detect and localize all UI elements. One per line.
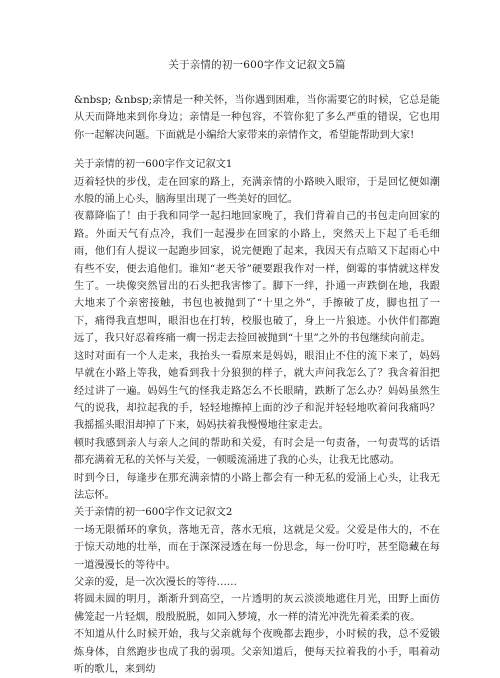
intro-paragraph: &nbsp; &nbsp;亲情是一种关怀，当你遇到困难，当你需要它的时候，它总是能从天而降地来到你身边；亲情是一种包容，不管你犯了多么严重的错误，它也用你一起解决问题。下面就是小编给大家带来的亲情作文，希望能帮助到大家! (74, 95, 440, 141)
body-paragraph: 时到今日，每逢步在那充满亲情的小路上都会有一种无私的爱涌上心头，让我无法忘怀。 (74, 472, 440, 501)
body-paragraph: 一场无限循环的拿负，落地无音，落水无痕，这就是父爱。父爱是伟大的，不在于惊天动地的壮举，而在于深深浸透在每一份思念，每一份叮咛，甚至隐藏在每一道漫漫长的等待中。 (74, 524, 440, 571)
section-2 (74, 504, 440, 678)
document-title: 关于亲情的初一600字作文记叙文5篇 (168, 59, 346, 71)
body-paragraph: 不知道从什么时候开始，我与父亲就每个夜晚都去跑步，小时候的我，总不爱锻炼身体，自然跑步也成了我的弱项。父亲知道后，便每天拉着我的小手，唱着动听的歌儿，来到幼 (74, 629, 440, 675)
body-paragraph: 将圆未圆的明月，渐渐升到高空，一片透明的灰云淡淡地遮住月光，田野上面仿佛笼起一片轻烟，殷殷脱脱，如同入梦境，水一样的清光冲洗先着柔柔的夜。 (74, 594, 440, 623)
section-heading: 关于亲情的初一600字作文记叙文1 (74, 159, 233, 171)
section-heading: 关于亲情的初一600字作文记叙文2 (74, 507, 233, 519)
section-1 (74, 156, 440, 504)
body-paragraph: 夜幕降临了！由于我和同学一起扫地回家晚了，我们背着自己的书包走向回家的路。外面天气有点冷，我们一起漫步在回家的小路上，突然天上下起了毛毛细雨，他们有人提议一起跑步回家，说完便跑了起来，我因天有点暗又下起雨心中有些不安，便去追他们。谁知“老天爷”硬要跟我作对一样，倒霉的事情就这样发生了。一块像突然冒出的石头把我害惨了。脚下一绊，扑通一声跌倒在地，我跟大地来了个亲密接触，书包也被抛到了“十里之外”，手擦破了皮，脚也扭了一下，痛得我直想叫，眼泪也在打转，校服也破了，身上一片狼迹。小伙伴们都跑远了，我只好忍着疼痛一瘸一拐走去捡回被抛到“十里”之外的书包继续向前走。 (74, 211, 440, 345)
body-paragraph: 顿时我感到亲人与亲人之间的帮助和关爱，有时会是一句责备，一句责骂的话语都充满着无私的关怀与关爱，一顿暖流涌进了我的心头，让我无比感动。 (74, 437, 440, 467)
body-paragraph: 父亲的爱，是一次次漫长的等待…… (74, 576, 237, 588)
body-paragraph: 这时对面有一个人走来，我抬头一看原来是妈妈，眼泪止不住的流下来了，妈妈早就在小路上等我，她看到我十分狼狈的样子，就大声问我怎么了？我含着泪把经过讲了一遍。妈妈生气的怪我走路怎么不长眼睛，跌断了怎么办？妈妈虽然生气的说我，却拉起我的手，轻轻地擦掉上面的沙子和泥并轻轻地吹着问我痛吗？我摇摇头眼泪却掉了下来，妈妈扶着我慢慢地往家走去。 (74, 350, 440, 432)
body-paragraph: 迈着轻快的步伐，走在回家的路上，充满亲情的小路映入眼帘，于是回忆便如潮水般的涌上心头，脑海里出现了一些美好的回忆。 (74, 176, 440, 206)
